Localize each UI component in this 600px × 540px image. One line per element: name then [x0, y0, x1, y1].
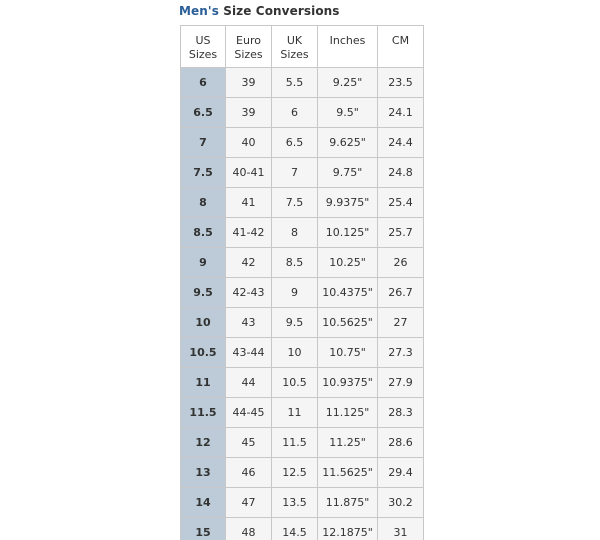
header-inches: Inches — [318, 26, 378, 68]
cell-uk-size: 6.5 — [272, 128, 318, 158]
table-row — [181, 428, 424, 458]
cell-uk-size: 10.5 — [272, 368, 318, 398]
cell-us-size: 13 — [181, 458, 226, 488]
cell-us-size: 11.5 — [181, 398, 226, 428]
cell-inches: 10.9375" — [318, 368, 378, 398]
title-accent: Men's — [179, 4, 219, 18]
table-row — [181, 188, 424, 218]
header-us-sizes: US Sizes — [181, 26, 226, 68]
cell-euro-size: 42-43 — [226, 278, 272, 308]
cell-cm: 28.6 — [378, 428, 424, 458]
table-row — [181, 248, 424, 278]
cell-uk-size: 11 — [272, 398, 318, 428]
cell-cm: 27.9 — [378, 368, 424, 398]
cell-cm: 27.3 — [378, 338, 424, 368]
cell-cm: 26.7 — [378, 278, 424, 308]
table-row — [181, 458, 424, 488]
cell-euro-size: 43-44 — [226, 338, 272, 368]
cell-uk-size: 6 — [272, 98, 318, 128]
cell-inches: 9.75" — [318, 158, 378, 188]
cell-us-size: 9.5 — [181, 278, 226, 308]
cell-euro-size: 43 — [226, 308, 272, 338]
cell-us-size: 6 — [181, 68, 226, 98]
cell-euro-size: 42 — [226, 248, 272, 278]
cell-inches: 11.875" — [318, 488, 378, 518]
cell-us-size: 10 — [181, 308, 226, 338]
cell-uk-size: 11.5 — [272, 428, 318, 458]
cell-uk-size: 12.5 — [272, 458, 318, 488]
header-row — [181, 26, 424, 68]
table-row — [181, 158, 424, 188]
cell-cm: 27 — [378, 308, 424, 338]
header-euro-sizes: Euro Sizes — [226, 26, 272, 68]
cell-us-size: 11 — [181, 368, 226, 398]
cell-euro-size: 39 — [226, 98, 272, 128]
cell-inches: 10.125" — [318, 218, 378, 248]
cell-inches: 10.25" — [318, 248, 378, 278]
cell-euro-size: 46 — [226, 458, 272, 488]
cell-us-size: 6.5 — [181, 98, 226, 128]
cell-us-size: 12 — [181, 428, 226, 458]
cell-cm: 30.2 — [378, 488, 424, 518]
cell-uk-size: 7.5 — [272, 188, 318, 218]
table-row — [181, 518, 424, 540]
size-conversion-table — [180, 25, 424, 540]
cell-euro-size: 41-42 — [226, 218, 272, 248]
cell-inches: 11.125" — [318, 398, 378, 428]
cell-inches: 9.625" — [318, 128, 378, 158]
cell-cm: 24.8 — [378, 158, 424, 188]
table-row — [181, 338, 424, 368]
cell-inches: 11.5625" — [318, 458, 378, 488]
table-row — [181, 398, 424, 428]
cell-us-size: 8 — [181, 188, 226, 218]
header-uk-sizes: UK Sizes — [272, 26, 318, 68]
cell-inches: 9.9375" — [318, 188, 378, 218]
cell-cm: 25.7 — [378, 218, 424, 248]
cell-cm: 24.1 — [378, 98, 424, 128]
cell-euro-size: 40 — [226, 128, 272, 158]
cell-inches: 10.5625" — [318, 308, 378, 338]
table-row — [181, 278, 424, 308]
table-body — [181, 68, 424, 540]
header-cm: CM — [378, 26, 424, 68]
cell-uk-size: 8.5 — [272, 248, 318, 278]
cell-euro-size: 45 — [226, 428, 272, 458]
cell-inches: 11.25" — [318, 428, 378, 458]
cell-euro-size: 48 — [226, 518, 272, 540]
cell-us-size: 7 — [181, 128, 226, 158]
cell-cm: 23.5 — [378, 68, 424, 98]
cell-us-size: 10.5 — [181, 338, 226, 368]
page-title — [179, 4, 340, 18]
cell-uk-size: 9 — [272, 278, 318, 308]
cell-uk-size: 10 — [272, 338, 318, 368]
cell-us-size: 15 — [181, 518, 226, 540]
cell-euro-size: 39 — [226, 68, 272, 98]
cell-uk-size: 9.5 — [272, 308, 318, 338]
cell-uk-size: 5.5 — [272, 68, 318, 98]
title-text: Size Conversions — [218, 4, 340, 18]
table-row — [181, 218, 424, 248]
cell-euro-size: 41 — [226, 188, 272, 218]
cell-us-size: 9 — [181, 248, 226, 278]
cell-euro-size: 44-45 — [226, 398, 272, 428]
cell-inches: 9.5" — [318, 98, 378, 128]
table-row — [181, 368, 424, 398]
cell-uk-size: 8 — [272, 218, 318, 248]
cell-cm: 31 — [378, 518, 424, 540]
cell-uk-size: 13.5 — [272, 488, 318, 518]
cell-cm: 29.4 — [378, 458, 424, 488]
table-row — [181, 98, 424, 128]
table-row — [181, 308, 424, 338]
cell-us-size: 7.5 — [181, 158, 226, 188]
cell-cm: 24.4 — [378, 128, 424, 158]
cell-euro-size: 40-41 — [226, 158, 272, 188]
cell-cm: 25.4 — [378, 188, 424, 218]
cell-inches: 10.4375" — [318, 278, 378, 308]
cell-inches: 10.75" — [318, 338, 378, 368]
cell-cm: 28.3 — [378, 398, 424, 428]
cell-inches: 9.25" — [318, 68, 378, 98]
cell-cm: 26 — [378, 248, 424, 278]
cell-euro-size: 47 — [226, 488, 272, 518]
cell-inches: 12.1875" — [318, 518, 378, 540]
table-row — [181, 128, 424, 158]
table-row — [181, 488, 424, 518]
cell-uk-size: 7 — [272, 158, 318, 188]
cell-us-size: 14 — [181, 488, 226, 518]
cell-us-size: 8.5 — [181, 218, 226, 248]
cell-uk-size: 14.5 — [272, 518, 318, 540]
cell-euro-size: 44 — [226, 368, 272, 398]
table-row — [181, 68, 424, 98]
